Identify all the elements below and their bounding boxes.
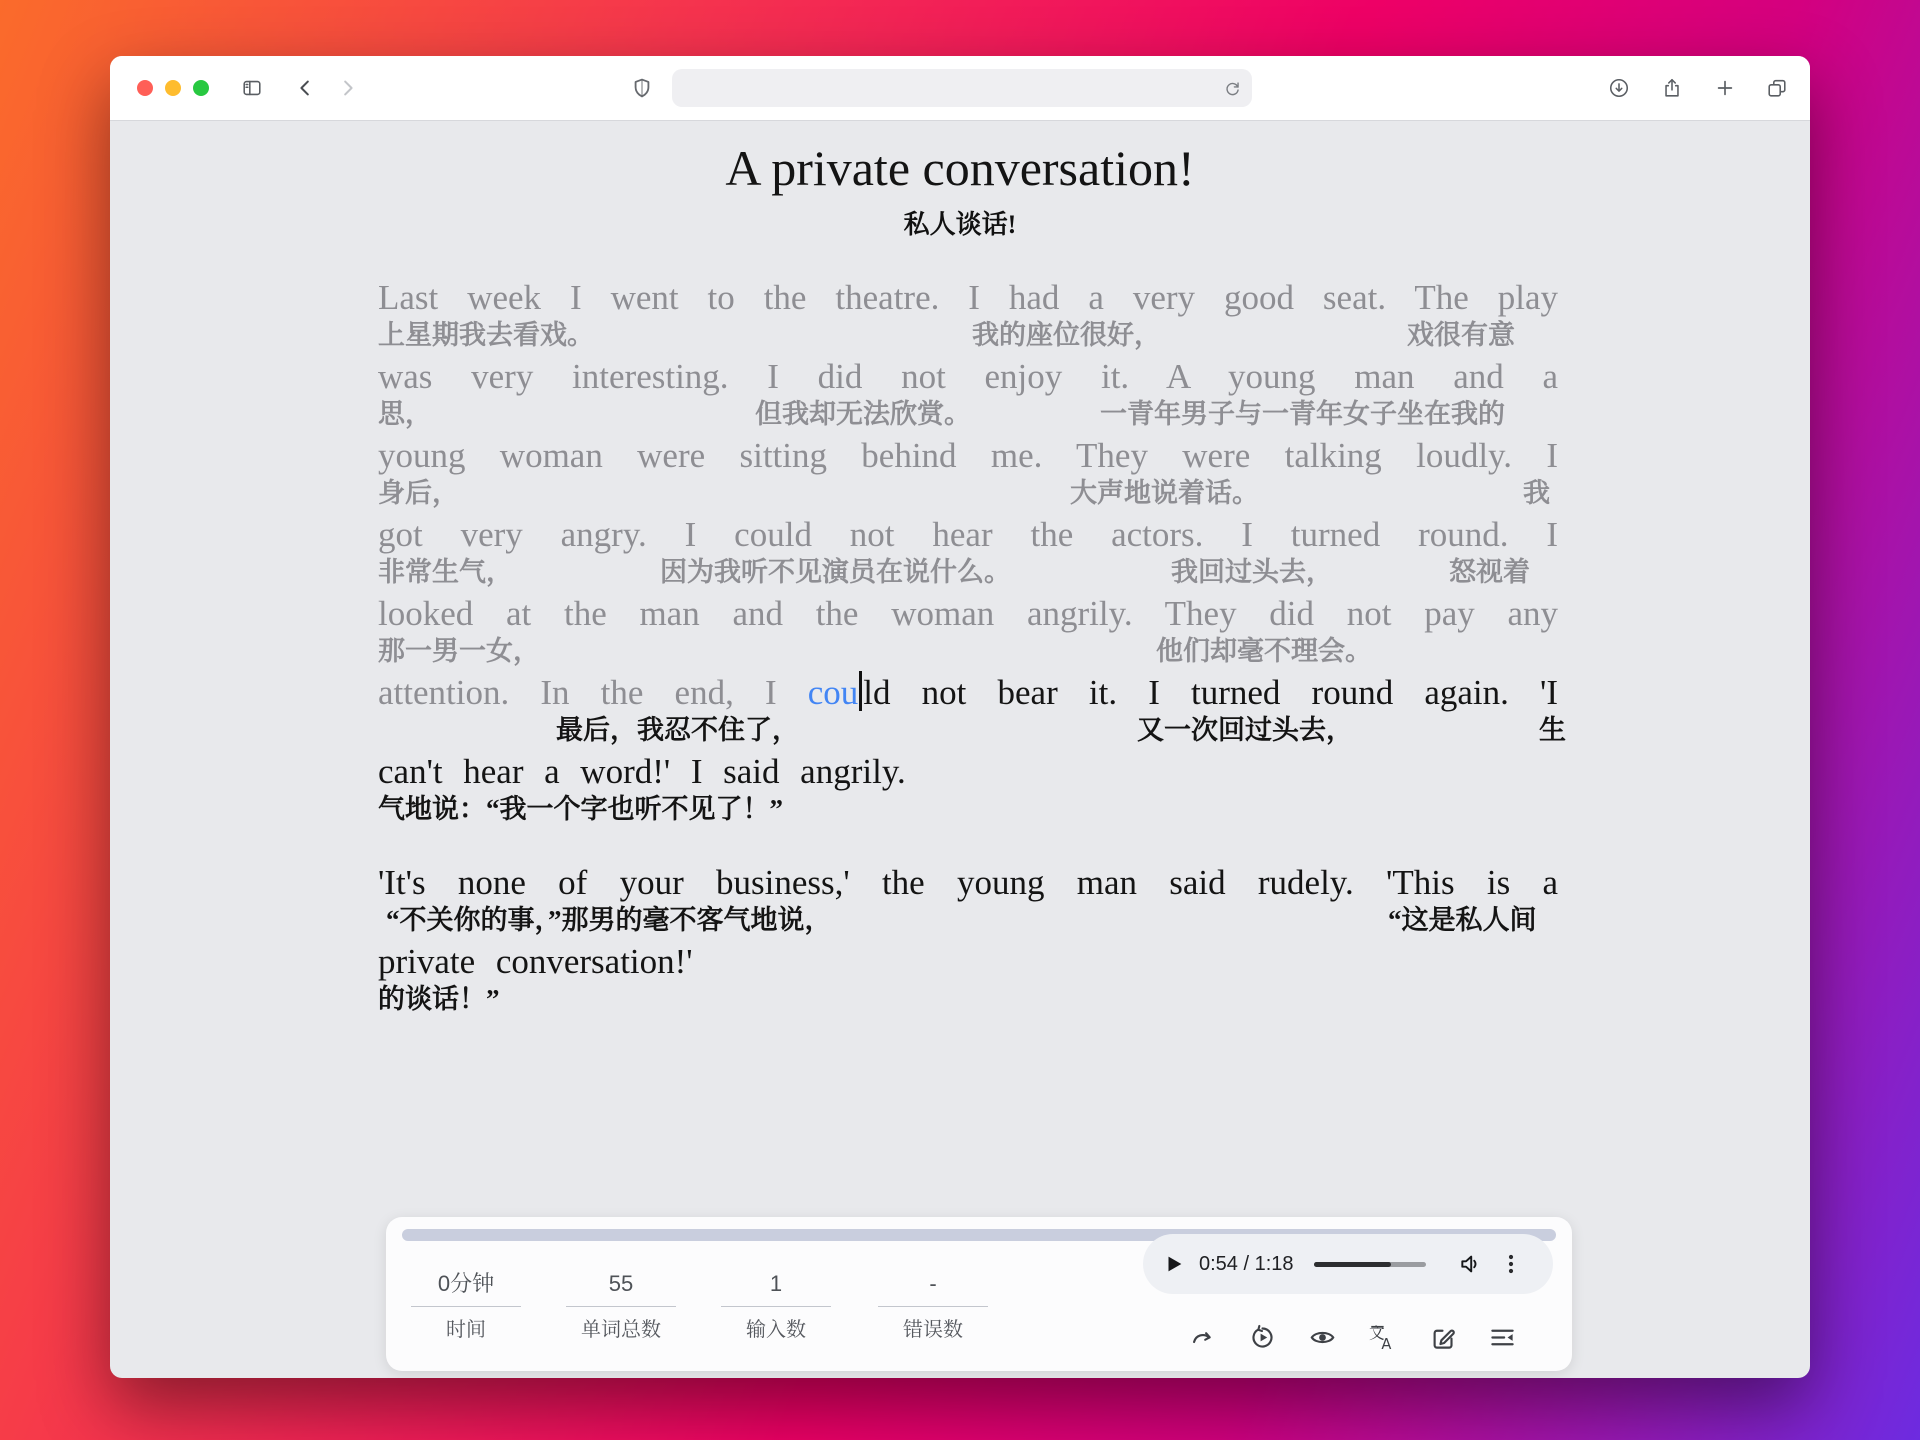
passage-line: [378, 592, 1558, 671]
redo-icon[interactable]: [1189, 1324, 1216, 1351]
untyped-text: can't hear a word!' I said angrily.: [378, 752, 906, 791]
passage-line-current: [378, 671, 1566, 750]
page-subtitle: 私人谈话!: [903, 210, 1017, 239]
typed-text: young woman were sitting behind me. They were talking loudly. I: [378, 436, 1558, 475]
stat-divider: [721, 1306, 831, 1307]
typed-text: attention. In the end, I: [378, 673, 808, 712]
translation-line: 非常生气， 因为我听不见演员在说什么。 我回过头去， 怒视着: [378, 557, 1530, 587]
back-icon[interactable]: [295, 77, 317, 99]
translation-line: 那一男一女， 他们却毫不理会。: [378, 636, 1372, 666]
translation-line: 上星期我去看戏。 我的座位很好， 戏很有意: [378, 320, 1515, 350]
svg-text:A: A: [1381, 1335, 1392, 1351]
typed-text: looked at the man and the woman angrily. They did not pay any: [378, 594, 1558, 633]
translation-line: 身后， 大声地说着话。 我: [378, 478, 1550, 508]
forward-icon[interactable]: [336, 77, 358, 99]
page-title: A private conversation!: [725, 140, 1195, 196]
reload-icon[interactable]: [1223, 79, 1242, 98]
stat-error-count: - 错误数: [878, 1269, 988, 1344]
audio-time: 0:54 / 1:18: [1199, 1252, 1294, 1275]
stat-time: 0分钟 时间: [411, 1269, 521, 1344]
passage-line: [378, 276, 1558, 355]
action-icon-row: [1189, 1324, 1516, 1351]
playlist-icon[interactable]: [1489, 1324, 1516, 1351]
browser-toolbar: [110, 56, 1810, 121]
replay-icon[interactable]: [1249, 1324, 1276, 1351]
translation-line: 最后，我忍不住了， 又一次回过头去， 生: [556, 715, 1566, 745]
translate-icon[interactable]: [1369, 1324, 1396, 1351]
edit-icon[interactable]: [1429, 1324, 1456, 1351]
privacy-shield-icon[interactable]: [631, 77, 653, 99]
translation-line: 的谈话！”: [378, 984, 500, 1014]
stats-player-card: [386, 1217, 1572, 1371]
zoom-button[interactable]: [193, 80, 209, 96]
svg-text:文: 文: [1369, 1324, 1385, 1343]
passage-line: [378, 355, 1558, 434]
typed-text: Last week I went to the theatre. I had a very good seat. The play: [378, 278, 1558, 317]
page-content: [110, 121, 1810, 1378]
current-word-typed: cou: [807, 673, 859, 712]
passage-line: [378, 513, 1558, 592]
address-bar[interactable]: [672, 69, 1252, 107]
typed-text: was very interesting. I did not enjoy it. A young man and a: [378, 357, 1558, 396]
passage-line: [378, 940, 1558, 1019]
passage-line: [378, 861, 1558, 940]
stat-divider: [411, 1306, 521, 1307]
untyped-text: 'It's none of your business,' the young man said rudely. 'This is a: [378, 863, 1558, 902]
stat-input-count: 1 输入数: [721, 1269, 831, 1344]
new-tab-icon[interactable]: [1714, 77, 1736, 99]
audio-seek-slider[interactable]: [1314, 1262, 1426, 1267]
browser-window: [110, 56, 1810, 1378]
volume-icon[interactable]: [1458, 1251, 1484, 1277]
stat-divider: [878, 1306, 988, 1307]
close-button[interactable]: [137, 80, 153, 96]
more-vertical-icon[interactable]: [1506, 1252, 1516, 1276]
typed-text: got very angry. I could not hear the actors. I turned round. I: [378, 515, 1558, 554]
traffic-lights: [137, 80, 209, 96]
stat-divider: [566, 1306, 676, 1307]
typing-passage[interactable]: [378, 276, 1566, 1019]
eye-icon[interactable]: [1309, 1324, 1336, 1351]
stat-total-words: 55 单词总数: [566, 1269, 676, 1344]
audio-player: [1143, 1234, 1553, 1294]
minimize-button[interactable]: [165, 80, 181, 96]
audio-seek-fill: [1314, 1262, 1391, 1267]
translation-line: 思， 但我却无法欣赏。 一青年男子与一青年女子坐在我的: [378, 399, 1505, 429]
translation-line: “不关你的事，”那男的毫不客气地说， “这是私人间: [386, 905, 1537, 935]
tab-overview-icon[interactable]: [1766, 77, 1788, 99]
passage-line: [378, 434, 1558, 513]
untyped-text: ld not bear it. I turned round again. 'I: [863, 673, 1558, 712]
play-icon[interactable]: [1163, 1253, 1185, 1275]
translation-line: 气地说：“我一个字也听不见了！”: [378, 794, 783, 824]
text-caret: [859, 671, 862, 711]
sidebar-icon[interactable]: [241, 77, 263, 99]
downloads-icon[interactable]: [1608, 77, 1630, 99]
untyped-text: private conversation!': [378, 942, 693, 981]
share-icon[interactable]: [1661, 77, 1683, 99]
passage-line: [378, 750, 1558, 829]
